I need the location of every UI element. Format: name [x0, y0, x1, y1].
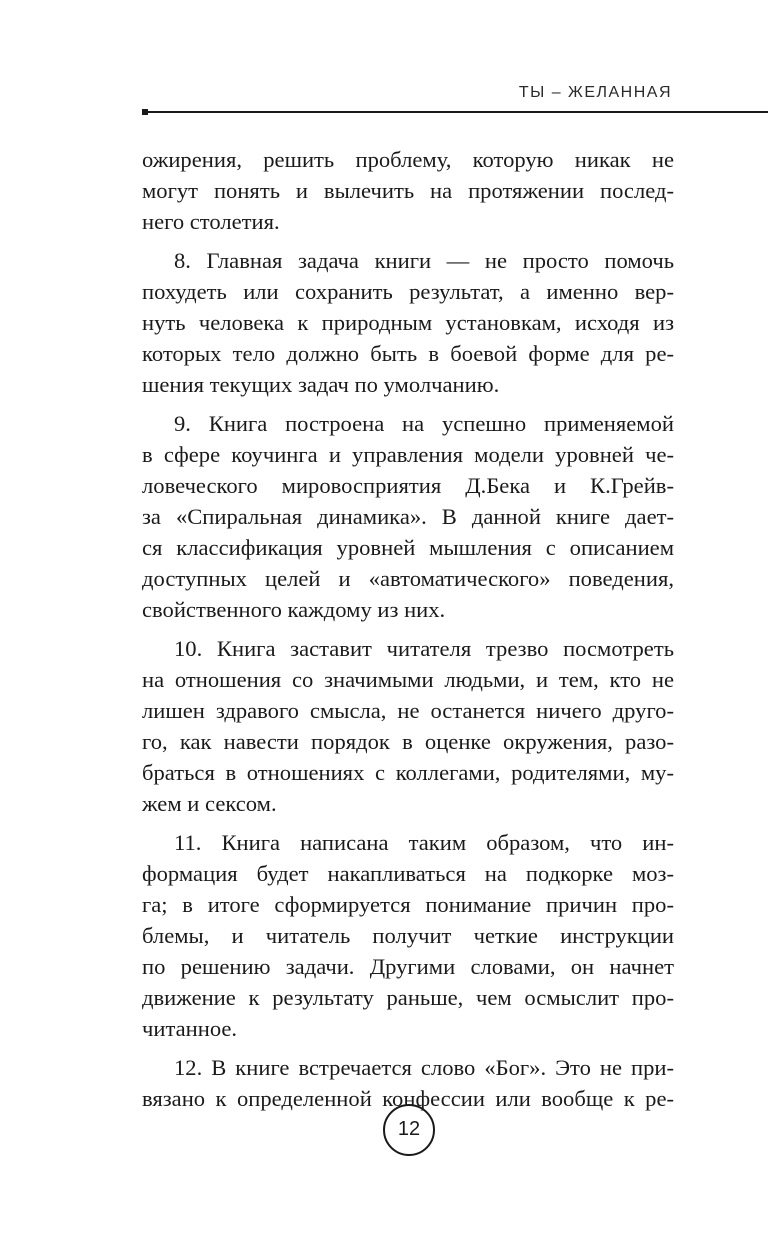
header-rule-mark — [142, 109, 148, 115]
text-line: движение к результату раньше, чем осмыслит про- — [142, 985, 674, 1010]
text-line: 9. Книга построена на успешно применяемой — [174, 411, 674, 436]
text-line: по решению задачи. Другими словами, он начнет — [142, 954, 674, 979]
text-line: нуть человека к природным установкам, исходя из — [142, 310, 674, 335]
text-line: свойственного каждому из них. — [142, 597, 446, 622]
text-line: лишен здравого смысла, не останется ничего друго- — [142, 698, 674, 723]
text-line: похудеть или сохранить результат, а именно вер- — [142, 279, 674, 304]
paragraph-item-9 — [142, 408, 674, 625]
paragraph-continuation — [142, 144, 674, 237]
text-line: читанное. — [142, 1016, 238, 1041]
body-text — [142, 144, 674, 1114]
text-line: него столетия. — [142, 209, 280, 234]
text-line: шения текущих задач по умолчанию. — [142, 372, 500, 397]
text-line: 8. Главная задача книги — не просто помочь — [174, 248, 674, 273]
text-line: ожирения, решить проблему, которую никак не — [142, 147, 674, 172]
text-line: га; в итоге сформируется понимание причин про- — [142, 892, 674, 917]
running-header-title: ТЫ – ЖЕЛАННАЯ — [518, 84, 672, 101]
text-line: ся классификация уровней мышления с описанием — [142, 535, 674, 560]
text-line: 10. Книга заставит читателя трезво посмотреть — [174, 636, 674, 661]
text-line: могут понять и вылечить на протяжении послед- — [142, 178, 674, 203]
text-line: доступных целей и «автоматического» поведения, — [142, 566, 674, 591]
text-line: за «Спиральная динамика». В данной книге дает- — [142, 504, 674, 529]
text-line: на отношения со значимыми людьми, и тем, кто не — [142, 667, 674, 692]
text-line: вязано к определенной конфессии или вообще к ре- — [142, 1086, 674, 1111]
text-line: жем и сексом. — [142, 791, 277, 816]
text-line: 11. Книга написана таким образом, что ин- — [174, 830, 674, 855]
paragraph-item-11 — [142, 827, 674, 1044]
paragraph-item-8 — [142, 245, 674, 400]
text-line: в сфере коучинга и управления модели уровней че- — [142, 442, 674, 467]
text-line: браться в отношениях с коллегами, родителями, му- — [142, 760, 674, 785]
text-line: которых тело должно быть в боевой форме для ре- — [142, 341, 674, 366]
text-line: ловеческого мировосприятия Д.Бека и К.Грейв- — [142, 473, 674, 498]
text-line: блемы, и читатель получит четкие инструкции — [142, 923, 674, 948]
text-line: го, как навести порядок в оценке окружения, разо- — [142, 729, 674, 754]
header-rule — [142, 111, 768, 113]
text-line: формация будет накапливаться на подкорке моз- — [142, 861, 674, 886]
paragraph-item-10 — [142, 633, 674, 819]
page-number-badge: 12 — [383, 1104, 435, 1156]
text-line: 12. В книге встречается слово «Бог». Это не при- — [174, 1055, 674, 1080]
